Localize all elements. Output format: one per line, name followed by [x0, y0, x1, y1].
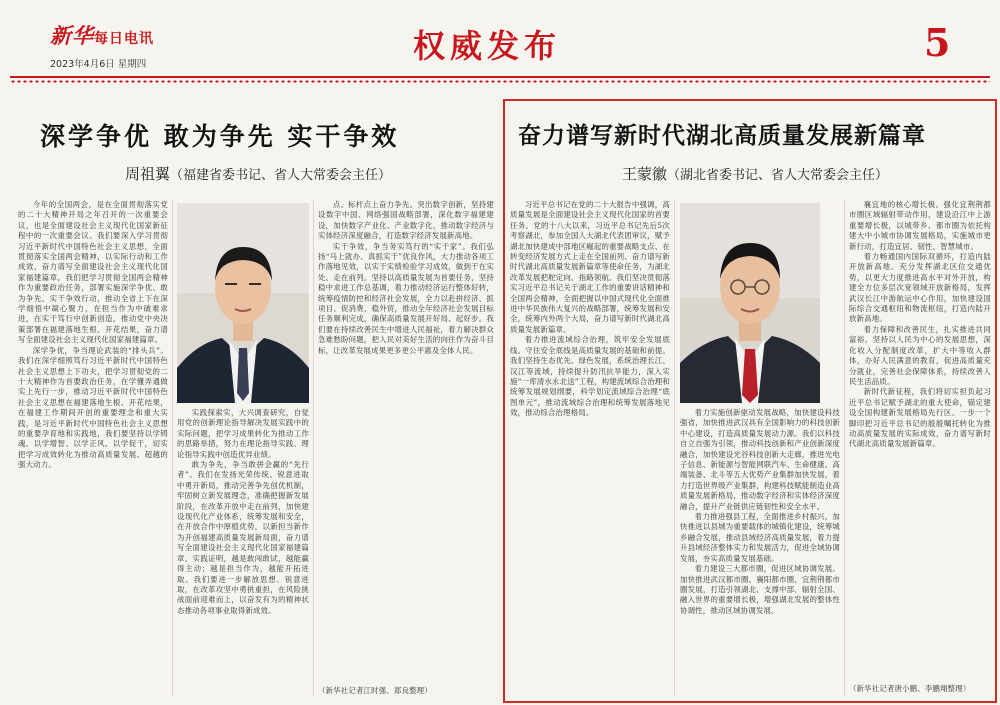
- paragraph: 着力保障和改善民生，扎实推进共同富裕。坚持以人民为中心的发展思想，深化收入分配制度改革，扩大中等收入群体，办好人民满意的教育，促进高质量充分就业，完善社会保障体系，持续改善人民生活品质。: [849, 324, 991, 386]
- masthead-rule: [10, 76, 990, 78]
- paragraph: 点、标杆点上奋力争先。突出数字创新，坚持建设数字中国、网络强国战略部署，深化数字福建建设，加快数字产业化、产业数字化，推动数字经济与实体经济深度融合，打造数字经济发展新高地。: [318, 200, 494, 241]
- right-article-signoff: （新华社记者唐小鹏、李鹏翔整理）: [849, 684, 991, 694]
- right-article-column-2: [680, 408, 840, 694]
- masthead: [0, 0, 1000, 82]
- right-author-portrait: [680, 203, 820, 403]
- masthead-dotted-rule: [10, 80, 990, 83]
- page-number: 5: [924, 20, 951, 65]
- paragraph: 实践探索实，大兴调查研究，自觉用党的创新理论指导解决发展实践中的实际问题，把学习成果转化为推动工作的思路举措，努力在理论指导实践、理论指导实践中创造优异业绩。: [177, 408, 309, 459]
- left-article-column-1: [18, 200, 168, 696]
- brand-logo-text: 新华: [50, 23, 94, 48]
- paragraph: 襄宜地的核心增长极。强化宜荆荆都市圈区域辐射带动作用，建设沿江中上游重要增长极，以城带乡、都市圈为依托构建大中小城市协调发展格局，实施城市更新行动，打造宜居、韧性、智慧城市。: [849, 200, 991, 251]
- right-author-name: 王蒙徽: [622, 165, 668, 183]
- paragraph: 着力推进流域综合治理，筑牢安全发展底线。守住安全底线是高质量发展的基础和前提。我们坚持生态优先、绿色发展，系统治理长江、汉江等流域，持续提升防汛抗旱能力，深入实施“一库清水永北送”工程，构建流域综合治理和统筹发展规划纲要，科学划定流域综合治理“底图单元”，推动流域综合治理和统筹发展落地见效，推动综合治理格局。: [510, 335, 670, 418]
- left-author-title: （福建省委书记、省人大常委会主任）: [170, 168, 392, 183]
- column-divider: [313, 200, 314, 696]
- right-article-column-3: [849, 200, 991, 694]
- paragraph: 敢为争先，争当敢拼会赢的“先行者”。我们在发扬光荣传统、锐意进取中勇开新局，推动完善争先创优机制，牢固树立新发展理念，准确把握新发展阶段，在改革开放中走在前列，加快建设现代化产业体系，统筹发展和安全，在开放合作中厚植优势，以新担当新作为开创福建高质量发展新局面，奋力谱写全面建设社会主义现代化国家福建篇章。实践证明，越是敢闯敢试，越能赢得主动；越是担当作为，越能开拓进取。我们要进一步解放思想、锐意进取，在改革攻坚中勇挑重担，在风险挑战面前迎难而上，以奋发有为的精神状态推动各项事业取得新成效。: [177, 460, 309, 615]
- paragraph: 习近平总书记在党的二十大报告中强调，高质量发展是全面建设社会主义现代化国家的首要任务。党的十八大以来，习近平总书记先后5次考察湖北，参加全国人大湖北代表团审议，赋予湖北加快建成中部地区崛起的重要战略支点、在转变经济发展方式上走在全国前列、奋力谱写新时代湖北高质量发展新篇章等使命任务，为湖北改革发展把舵定向、指路领航。我们坚决贯彻落实习近平总书记关于湖北工作的重要讲话精神和全国两会精神，全面把握以中国式现代化全面推进中华民族伟大复兴的战略部署，统筹发展和安全，统筹内外两个大局，奋力谱写新时代湖北高质量发展新篇章。: [510, 200, 670, 334]
- paragraph: 实干争效，争当务实笃行的“实干家”。我们弘扬“马上就办、真抓实干”优良作风，大力推动各项工作落地见效，以实干实绩检验学习成效，做到干在实处、走在前列。坚持以高质量发展为首要任务，坚持稳中求进工作总基调，着力推动经济运行整体好转，统筹疫情防控和经济社会发展，全力以赴拼经济、抓项目、促消费、稳外贸，推动全年经济社会发展目标任务顺利完成，确保高质量发展开好局、起好步。我们要在持续改善民生中增进人民福祉，着力解决群众急难愁盼问题，把人民对美好生活的向往作为奋斗目标，让改革发展成果更多更公平惠及全体人民。: [318, 241, 494, 355]
- newspaper-brand: [50, 20, 154, 50]
- left-article-column-2: [177, 408, 309, 696]
- column-divider: [172, 200, 173, 696]
- right-article-byline: [622, 163, 888, 184]
- section-title: 权威发布: [413, 27, 562, 65]
- left-author-name: 周祖翼: [125, 165, 171, 183]
- brand-subtitle: 每日电讯: [94, 31, 154, 47]
- right-article-headline: 奋力谱写新时代湖北高质量发展新篇章: [518, 123, 926, 149]
- left-author-portrait: [177, 203, 309, 403]
- right-author-title: （湖北省委书记、省人大常委会主任）: [667, 168, 889, 183]
- column-divider: [844, 200, 845, 696]
- column-divider: [674, 200, 675, 696]
- paragraph: 新时代新征程，我们将切实担负起习近平总书记赋予湖北的重大使命，锚定建设全国构建新发展格局先行区、一步一个脚印把习近平总书记的殷殷嘱托转化为推动高质量发展的实际成效，奋力谱写新时代湖北高质量发展新篇章。: [849, 387, 991, 449]
- left-article-byline: [125, 163, 391, 184]
- paragraph: 着力畅通国内国际双循环，打造内陆开放新高地。充分发挥湖北区位交通优势，以更大力度推进高水平对外开放，构建全方位多层次宽领域开放新格局，发挥武汉长江中游航运中心作用，加快建设国际综合交通枢纽和物流枢纽，打造内陆开放新高地。: [849, 252, 991, 324]
- portrait-image: [177, 203, 309, 403]
- paragraph: 着力推进强县工程，全面推进乡村振兴。加快推进以县城为重要载体的城镇化建设，统筹城乡融合发展，推动县域经济高质量发展，着力提升县域经济整体实力和发展活力，促进全域协调发展，夯实高质量发展基础。: [680, 512, 840, 563]
- left-article-column-3: [318, 200, 494, 696]
- paragraph: 着力建设三大都市圈，促进区域协调发展。加快推进武汉都市圈、襄阳都市圈、宜荆荆都市圈发展，打造引领湖北、支撑中部、辐射全国、融入世界的重要增长极，增强湖北发展的整体性协调性，推动区域协调发展。: [680, 564, 840, 615]
- portrait-image: [680, 203, 820, 403]
- issue-date: 2023年4月6日 星期四: [50, 59, 147, 70]
- left-article-headline: 深学争优 敢为争先 实干争效: [40, 122, 400, 151]
- paragraph: 今年的全国两会，是在全面贯彻落实党的二十大精神开局之年召开的一次重要会议，也是全面建设社会主义现代化国家新征程中的一次重要会议。我们要深入学习贯彻习近平新时代中国特色社会主义思想，全面贯彻落实全国两会精神，以实际行动和工作成效，奋力谱写全面建设社会主义现代化国家福建篇章。我们把学习贯彻全国两会精神作为重要政治任务，部署实施深学争优、敢为争先、实干争效行动，推动全省上下在深学细悟中凝心聚力，在担当作为中破难求进，在实干笃行中创新创造，推动党中央决策部署在福建落地生根、开花结果，奋力谱写全面建设社会主义现代化国家福建篇章。: [18, 200, 168, 345]
- right-article-column-1: [510, 200, 670, 694]
- paragraph: 深学争优，争当理论武装的“排头兵”。我们在深学细照笃行习近平新时代中国特色社会主义思想上下功夫，把学习贯彻党的二十大精神作为首要政治任务，在学懂弄通做实上先行一步，推动习近平新时代中国特色社会主义思想在福建落地生根、开花结果，在福建工作期间开创的重要理念和重大实践，是习近平新时代中国特色社会主义思想的重要孕育地和实践地，我们要坚持以学铸魂、以学增智、以学正风、以学促干，切实把学习成效转化为推动高质量发展、超越的强大动力。: [18, 345, 168, 470]
- paragraph: 着力实施创新驱动发展战略，加快建设科技强省，加快推进武汉具有全国影响力的科技创新中心建设，打造高质量发展动力源。我们以科技自立自强为引领，推动科技创新和产业创新深度融合，加快建设光谷科技创新大走廊，推进光电子信息、新能源与智能网联汽车、生命健康、高端装备、北斗等五大优势产业集群加快发展，着力打造世界级产业集群，构建科技赋能制造业高质量发展新格局，推动数字经济和实体经济深度融合，提升产业链供应链韧性和安全水平。: [680, 408, 840, 511]
- left-article-signoff: （新华社记者江时强、郑良整理）: [318, 686, 494, 696]
